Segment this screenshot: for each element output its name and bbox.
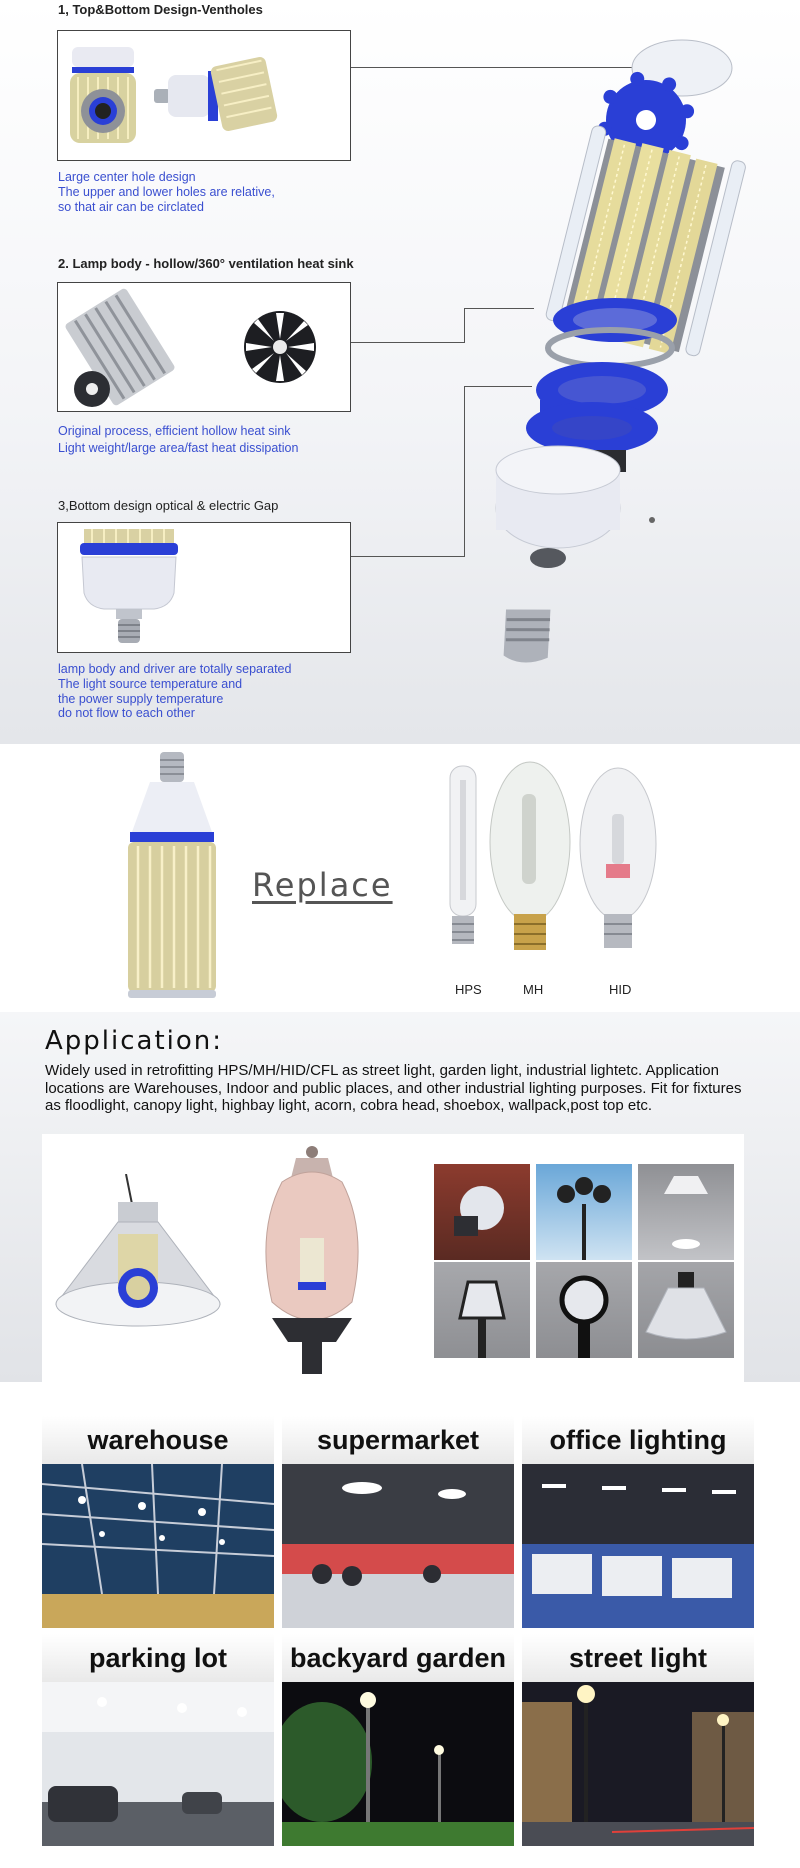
scene-street-light [522, 1634, 754, 1846]
design-desc-1-line: so that air can be circlated [58, 200, 204, 214]
fixture-tile-wallpack [434, 1164, 530, 1260]
application-title: Application: [45, 1026, 224, 1056]
scene-label: backyard garden [282, 1634, 514, 1682]
scene-supermarket [282, 1416, 514, 1628]
scene-label: warehouse [42, 1416, 274, 1464]
design-desc-3-line: the power supply temperature [58, 691, 224, 706]
design-desc-1-line: Large center hole design [58, 170, 196, 184]
design-desc-3 [58, 662, 291, 721]
replace-section [0, 744, 800, 1012]
warehouse-photo [42, 1464, 274, 1628]
design-heading-2: 2. Lamp body - hollow/360° ventilation heat sink [58, 256, 354, 271]
scene-warehouse [42, 1416, 274, 1628]
office-photo [522, 1464, 754, 1628]
driver-gap-illustration [58, 523, 350, 652]
scene-label: supermarket [282, 1416, 514, 1464]
fixture-tile-post-top [536, 1164, 632, 1260]
replace-label: Replace [252, 866, 393, 904]
lamp-label-hps: HPS [455, 982, 482, 997]
design-desc-1 [58, 170, 275, 215]
scene-backyard-garden [282, 1634, 514, 1846]
design-heading-3: 3,Bottom design optical & electric Gap [58, 498, 279, 513]
led-corn-bulb-image [120, 752, 224, 1004]
exploded-lamp-illustration [470, 30, 770, 680]
design-desc-3-line: The light source temperature and [58, 676, 243, 691]
fixture-tile-highbay-ceiling [638, 1164, 734, 1260]
design-desc-3-line: lamp body and driver are totally separated [58, 662, 292, 676]
design-heading-1: 1, Top&Bottom Design-Ventholes [58, 2, 263, 17]
design-box-2 [57, 282, 351, 412]
street-light-photo [522, 1682, 754, 1846]
application-section [0, 1012, 800, 1382]
leader-line-3b [464, 386, 465, 557]
scenes-section [0, 1382, 800, 1868]
scene-label: parking lot [42, 1634, 274, 1682]
design-desc-2-line: Original process, efficient hollow heat sink [58, 424, 291, 438]
design-box-3 [57, 522, 351, 653]
application-description: Widely used in retrofitting HPS/MH/HID/CFL as street light, garden light, industrial lightetc. Application locations are Warehouses, Indoor and public places, and other industrial lighting purposes. Fit for fixtures as floodlight, canopy light, highbay light, acorn, cobra head, shoebox, wallpack,post top etc. [45, 1062, 742, 1114]
highbay-fixture-image [48, 1174, 228, 1354]
parking-lot-photo [42, 1682, 274, 1846]
scene-office-lighting [522, 1416, 754, 1628]
design-box-1 [57, 30, 351, 161]
lamp-label-mh: MH [523, 982, 544, 997]
acorn-fixture-image [252, 1142, 372, 1382]
supermarket-photo [282, 1464, 514, 1628]
hid-lamps-image [438, 754, 668, 974]
design-desc-2-line: Light weight/large area/fast heat dissipation [58, 441, 299, 455]
leader-line-2b [464, 308, 465, 343]
lamp-label-hid: HID [609, 982, 632, 997]
scene-label: street light [522, 1634, 754, 1682]
garden-photo [282, 1682, 514, 1846]
leader-line-2a [351, 342, 465, 343]
scene-label: office lighting [522, 1416, 754, 1464]
fixture-tile-acorn-black [536, 1262, 632, 1358]
fixture-tile-lantern [434, 1262, 530, 1358]
leader-line-3a [351, 556, 465, 557]
design-section [0, 0, 800, 744]
heat-sink-illustration [58, 283, 350, 411]
design-desc-3-line: do not flow to each other [58, 706, 195, 721]
hid-lamps-group [438, 754, 668, 1004]
design-desc-1-line: The upper and lower holes are relative, [58, 185, 275, 199]
scene-parking-lot [42, 1634, 274, 1846]
design-desc-2 [58, 423, 298, 457]
ventholes-illustration [58, 31, 350, 160]
fixture-tile-reflector [638, 1262, 734, 1358]
application-fixtures-panel [42, 1134, 744, 1394]
